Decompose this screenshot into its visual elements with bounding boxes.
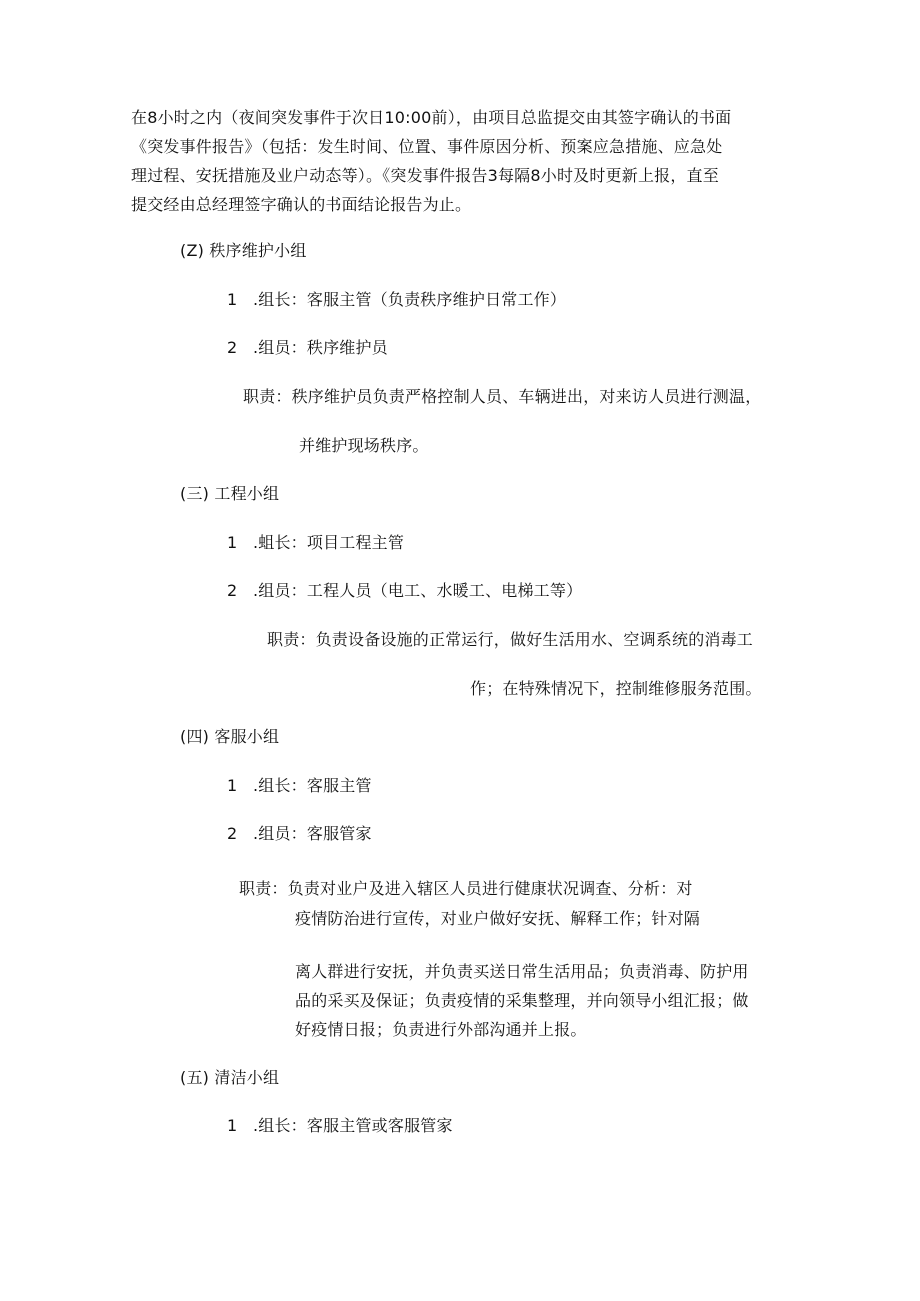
list-number: 1 — [227, 290, 238, 309]
engineering-group-duty-cont: 作；在特殊情况下，控制维修服务范围。 — [470, 679, 762, 698]
list-text: .组员：秩序维护员 — [253, 338, 388, 357]
service-group-heading: (四) 客服小组 — [180, 727, 280, 746]
service-group-members — [227, 821, 372, 847]
service-group-duty-cont: 离人群进行安抚，并负责买送日常生活用品；负责消毒、防护用 — [295, 962, 749, 981]
list-text: .组员：工程人员（电工、水暖工、电梯工等） — [253, 581, 583, 600]
service-group-duty-cont: 疫情防治进行宣传，对业户做好安抚、解释工作；针对隔 — [295, 909, 701, 928]
order-group-duty: 职责：秩序维护员负责严格控制人员、车辆进出，对来访人员进行测温， — [243, 387, 762, 406]
order-group-members — [227, 335, 388, 361]
intro-line: 《突发事件报告》（包括：发生时间、位置、事件原因分析、预案应急措施、应急处 — [131, 137, 723, 156]
engineering-group-leader — [227, 530, 404, 556]
service-group-duty-cont: 好疫情日报；负责进行外部沟通并上报。 — [295, 1020, 587, 1039]
cleaning-group-heading: (五) 清洁小组 — [180, 1068, 280, 1087]
intro-line: 提交经由总经理签字确认的书面结论报告为止。 — [131, 195, 472, 214]
engineering-group-heading: (三) 工程小组 — [180, 484, 280, 503]
service-group-duty-cont: 品的采买及保证；负责疫情的采集整理，并向领导小组汇报；做 — [295, 991, 749, 1010]
list-text: .组长：客服主管 — [253, 776, 372, 795]
service-group-leader — [227, 773, 372, 799]
cleaning-group-leader — [227, 1113, 453, 1139]
order-group-leader — [227, 287, 566, 313]
intro-line: 在8小时之内（夜间突发事件于次日10:00前），由项目总监提交由其签字确认的书面 — [131, 108, 732, 127]
list-number: 2 — [227, 338, 238, 357]
intro-line: 理过程、安抚措施及业户动态等）。《突发事件报告3每隔8小时及时更新上报，直至 — [131, 166, 719, 185]
list-text: .组长：客服主管（负责秩序维护日常工作） — [253, 290, 567, 309]
list-text: .组长：客服主管或客服管家 — [253, 1116, 453, 1135]
intro-paragraph — [131, 103, 791, 219]
engineering-group-duty: 职责：负责设备设施的正常运行，做好生活用水、空调系统的消毒工 — [267, 630, 754, 649]
list-text: .组员：客服管家 — [253, 824, 372, 843]
order-group-duty-cont: 并维护现场秩序。 — [299, 436, 429, 455]
list-number: 1 — [227, 776, 238, 795]
service-group-duty: 职责：负责对业户及进入辖区人员进行健康状况调查、分析：对 — [239, 879, 693, 898]
engineering-group-members — [227, 578, 582, 604]
list-number: 1 — [227, 533, 238, 552]
list-number: 1 — [227, 1116, 238, 1135]
list-number: 2 — [227, 581, 238, 600]
list-text: .蛆长：项目工程主管 — [253, 533, 405, 552]
order-group-heading: (Z) 秩序维护小组 — [180, 241, 307, 260]
list-number: 2 — [227, 824, 238, 843]
